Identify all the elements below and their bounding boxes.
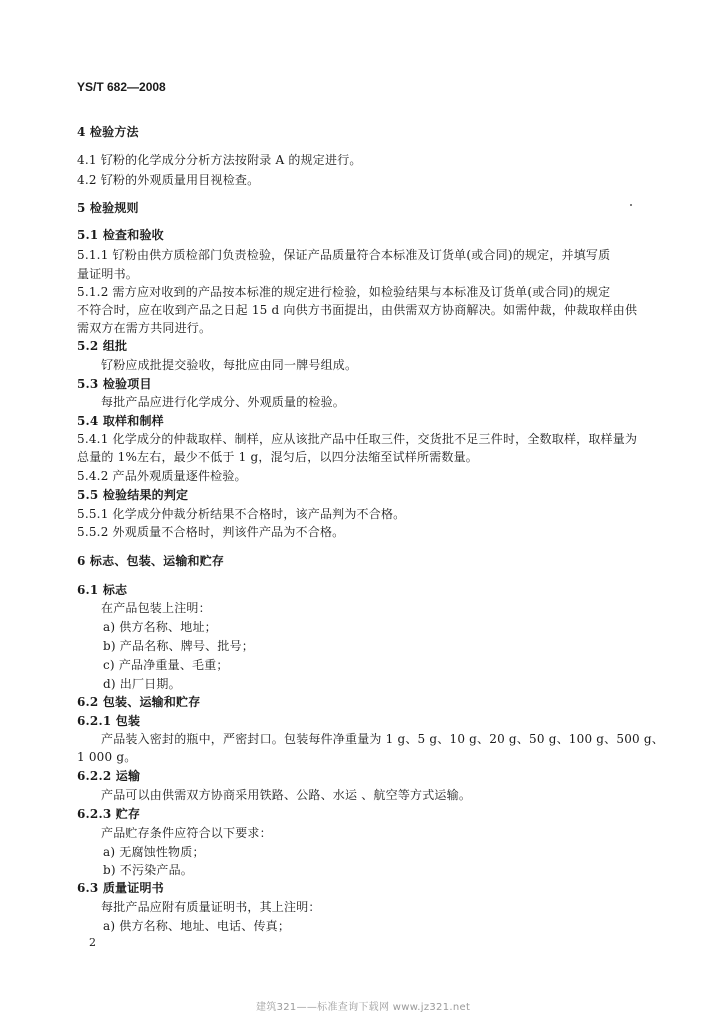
list-item: b) 不污染产品。 (103, 863, 193, 877)
section-heading: 6 标志、包装、运输和贮存 (77, 554, 225, 568)
subsubsection-heading: 6.2.3 贮存 (77, 807, 141, 821)
standard-code-header: YS/T 682—2008 (77, 80, 166, 94)
clause-text: 5.5.1 化学成分仲裁分析结果不合格时，该产品判为不合格。 (77, 507, 406, 521)
clause-text: 5.5.2 外观质量不合格时，判该件产品为不合格。 (77, 525, 345, 539)
clause-text: 5.4.2 产品外观质量逐件检验。 (77, 469, 247, 483)
list-item: a) 无腐蚀性物质； (103, 845, 205, 859)
list-item: a) 供方名称、地址、电话、传真； (103, 919, 291, 933)
clause-text: 需双方在需方共同进行。 (77, 321, 212, 335)
section-heading: 4 检验方法 (77, 125, 139, 139)
subsubsection-heading: 6.2.2 运输 (77, 769, 141, 783)
clause-text: 在产品包装上注明： (101, 601, 211, 615)
subsection-heading: 6.3 质量证明书 (77, 881, 164, 895)
subsection-heading: 5.1 检查和验收 (77, 228, 164, 242)
clause-text: 产品装入密封的瓶中，严密封口。包装每件净重量为 1 g、5 g、10 g、20 g、50 g、100 g、500 g、 (101, 732, 664, 746)
clause-text: 钌粉应成批提交验收，每批应由同一牌号组成。 (101, 358, 358, 372)
clause-text: 量证明书。 (77, 267, 139, 281)
clause-text: 每批产品应附有质量证明书，其上注明： (101, 900, 321, 914)
subsection-heading: 5.2 组批 (77, 339, 128, 353)
subsubsection-heading: 6.2.1 包装 (77, 714, 141, 728)
clause-text: 每批产品应进行化学成分、外观质量的检验。 (101, 395, 346, 409)
clause-text: 5.1.2 需方应对收到的产品按本标准的规定进行检验，如检验结果与本标准及订货单(或合同)的规定 (77, 285, 611, 299)
footer-watermark: 建筑321——标准查询下载网 www.jz321.net (256, 1002, 471, 1013)
subsection-heading: 6.1 标志 (77, 583, 128, 597)
subsection-heading: 5.5 检验结果的判定 (77, 488, 189, 502)
clause-text: 1 000 g。 (77, 750, 137, 764)
clause-text: 总量的 1%左右，最少不低于 1 g，混匀后，以四分法缩至试样所需数量。 (77, 450, 478, 464)
page-number: 2 (89, 936, 96, 949)
list-item: a) 供方名称、地址； (103, 620, 217, 634)
subsection-heading: 6.2 包装、运输和贮存 (77, 695, 201, 709)
clause-text: 4.2 钌粉的外观质量用目视检查。 (77, 173, 260, 187)
clause-text: 不符合时，应在收到产品之日起 15 d 向供方书面提出，由供需双方协商解决。如需仲裁，仲裁取样由供 (77, 303, 638, 317)
clause-text: 产品可以由供需双方协商采用铁路、公路、水运 、航空等方式运输。 (101, 788, 472, 802)
clause-text: 产品贮存条件应符合以下要求： (101, 826, 272, 840)
clause-text: 5.1.1 钌粉由供方质检部门负责检验，保证产品质量符合本标准及订货单(或合同)的规定，并填写质 (77, 248, 611, 262)
section-heading: 5 检验规则 (77, 201, 139, 215)
scan-speck (630, 204, 632, 206)
clause-text: 5.4.1 化学成分的仲裁取样、制样，应从该批产品中任取三件，交货批不足三件时，全数取样，取样量为 (77, 432, 638, 446)
subsection-heading: 5.4 取样和制样 (77, 414, 164, 428)
subsection-heading: 5.3 检验项目 (77, 377, 152, 391)
list-item: c) 产品净重量、毛重； (103, 658, 229, 672)
list-item: d) 出厂日期。 (103, 677, 181, 691)
clause-text: 4.1 钌粉的化学成分分析方法按附录 A 的规定进行。 (77, 153, 362, 167)
list-item: b) 产品名称、牌号、批号； (103, 639, 254, 653)
